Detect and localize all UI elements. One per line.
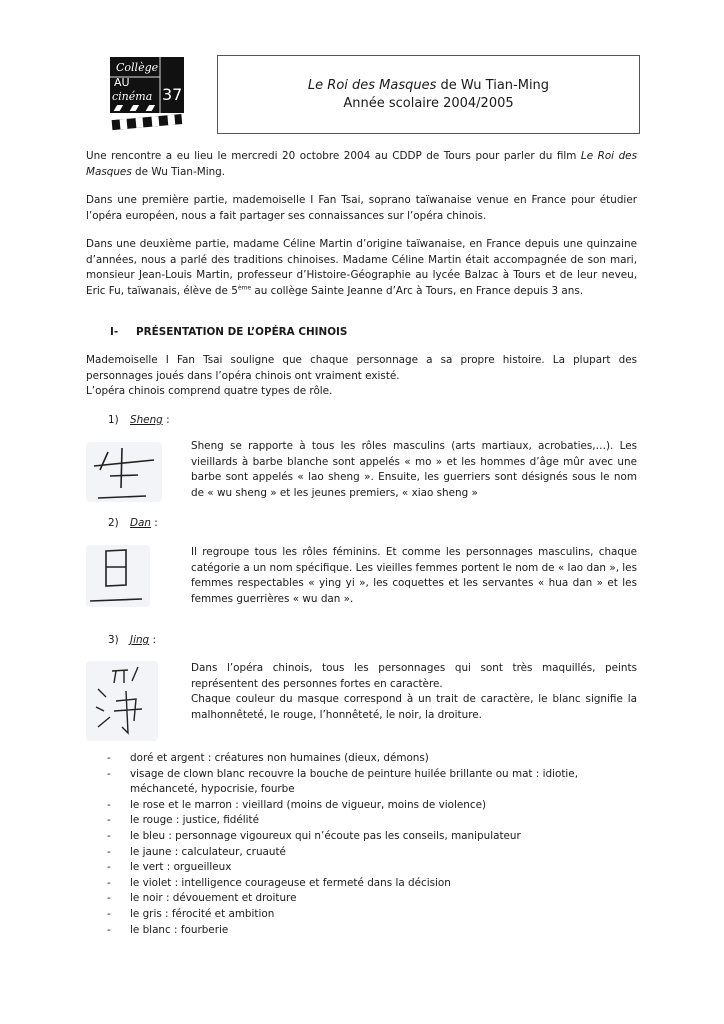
color-meaning: le rouge : justice, fidélité <box>130 814 259 827</box>
color-meaning: le violet : intelligence courageuse et fermeté dans la décision <box>130 876 451 889</box>
dash-bullet: - <box>107 798 111 811</box>
color-meaning: doré et argent : créatures non humaines (dieux, démons) <box>130 752 429 764</box>
intro-paragraph-3: Dans une deuxième partie, madame Céline Martin d’origine taïwanaise, en France depuis une quinzaine d’années, nous a parlé des traditions chinoises. Madame Céline Martin était accompagnée de son mari, monsieur Jean-Louis Martin, professeur d’Histoire-Géographie au lycée Balzac à Tours et de leur neveu, Eric Fu, taïwanais, élève de 5ème au collège Sainte Jeanne d’Arc à Tours, en France depuis 3 ans. <box>86 238 637 297</box>
mask-colors-list <box>107 751 637 938</box>
svg-text:37: 37 <box>162 85 183 104</box>
list-item <box>107 876 637 892</box>
color-meaning: le vert : orgueilleux <box>130 861 232 874</box>
color-meaning: le noir : dévouement et droiture <box>130 892 297 905</box>
jing-character-image <box>86 661 158 741</box>
section-paragraph-2: L’opéra chinois comprend quatre types de rôle. <box>86 385 333 397</box>
list-item <box>107 751 637 767</box>
list-item <box>107 767 637 798</box>
role-heading-dan: 2) Dan : <box>108 517 158 529</box>
dash-bullet: - <box>107 814 111 827</box>
college-au-cinema-logo <box>108 55 186 133</box>
document-title-box <box>217 55 640 134</box>
dash-bullet: - <box>107 907 111 920</box>
list-item <box>107 891 637 907</box>
list-item <box>107 907 637 923</box>
color-meaning: le blanc : fourberie <box>130 923 229 936</box>
color-meaning: le gris : férocité et ambition <box>130 907 275 920</box>
svg-text:Collège: Collège <box>116 61 159 74</box>
dash-bullet: - <box>107 752 111 764</box>
section-heading: I- PRÉSENTATION DE L’OPÉRA CHINOIS <box>110 326 348 338</box>
color-meaning: visage de clown blanc recouvre la bouche de peinture huilée brillante ou mat : idiotie, méchanceté, hypocrisie, fourbe <box>130 767 578 796</box>
dash-bullet: - <box>107 829 111 842</box>
film-title: Le Roi des Masques de Wu Tian-Ming <box>307 77 550 93</box>
intro-paragraph-1: Une rencontre a eu lieu le mercredi 20 octobre 2004 au CDDP de Tours pour parler du film Le Roi des Masques de Wu Tian-Ming. <box>86 150 637 178</box>
role-heading-jing: 3) Jing : <box>108 634 156 646</box>
list-item <box>107 845 637 861</box>
list-item <box>107 860 637 876</box>
sheng-description: Sheng se rapporte à tous les rôles masculins (arts martiaux, acrobaties,…). Les vieillards à barbe blanche sont appelés « mo » et les hommes d’âge mûr avec une barbe sont appelés « lao sheng ». Ensuite, les guerriers sont désignés sous le nom de « wu sheng » et les jeunes premiers, « xiao sheng » <box>191 440 637 499</box>
list-item <box>107 923 637 939</box>
list-item <box>107 829 637 845</box>
dan-description: Il regroupe tous les rôles féminins. Et comme les personnages masculins, chaque catégorie a un nom spécifique. Les vieilles femmes portent le nom de « lao dan », les femmes respectables « ying yi », les coquettes et les servantes « hua dan » et les femmes guerrières « wu dan ». <box>191 546 637 605</box>
school-year: Année scolaire 2004/2005 <box>343 95 514 111</box>
svg-text:AU: AU <box>114 76 130 89</box>
dash-bullet: - <box>107 767 111 780</box>
svg-text:cinéma: cinéma <box>112 90 153 103</box>
color-meaning: le rose et le marron : vieillard (moins de vigueur, moins de violence) <box>130 798 487 811</box>
color-meaning: le jaune : calculateur, cruauté <box>130 845 286 858</box>
dash-bullet: - <box>107 861 111 874</box>
dash-bullet: - <box>107 845 111 858</box>
dash-bullet: - <box>107 923 111 936</box>
dash-bullet: - <box>107 876 111 889</box>
section-paragraph: Mademoiselle I Fan Tsai souligne que chaque personnage a sa propre histoire. La plupart des personnages joués dans l’opéra chinois ont vraiment existé. <box>86 354 637 382</box>
sheng-character-image <box>86 442 162 502</box>
list-item <box>107 813 637 829</box>
list-item <box>107 798 637 814</box>
intro-paragraph-2: Dans une première partie, mademoiselle I Fan Tsai, soprano taïwanaise venue en France pour étudier l’opéra européen, nous a fait partager ses connaissances sur l’opéra chinois. <box>86 194 637 222</box>
dash-bullet: - <box>107 892 111 905</box>
color-meaning: le bleu : personnage vigoureux qui n’écoute pas les conseils, manipulateur <box>130 829 521 842</box>
role-heading-sheng: 1) Sheng : <box>108 414 170 426</box>
jing-description: Dans l’opéra chinois, tous les personnages qui sont très maquillés, peints représentent des personnes fortes en caractère. Chaque couleur du masque correspond à un trait de caractère, le blanc signifie la malhonnêteté, le rouge, l’honnêteté, le noir, la droiture. <box>191 662 637 721</box>
dan-character-image <box>86 545 150 607</box>
